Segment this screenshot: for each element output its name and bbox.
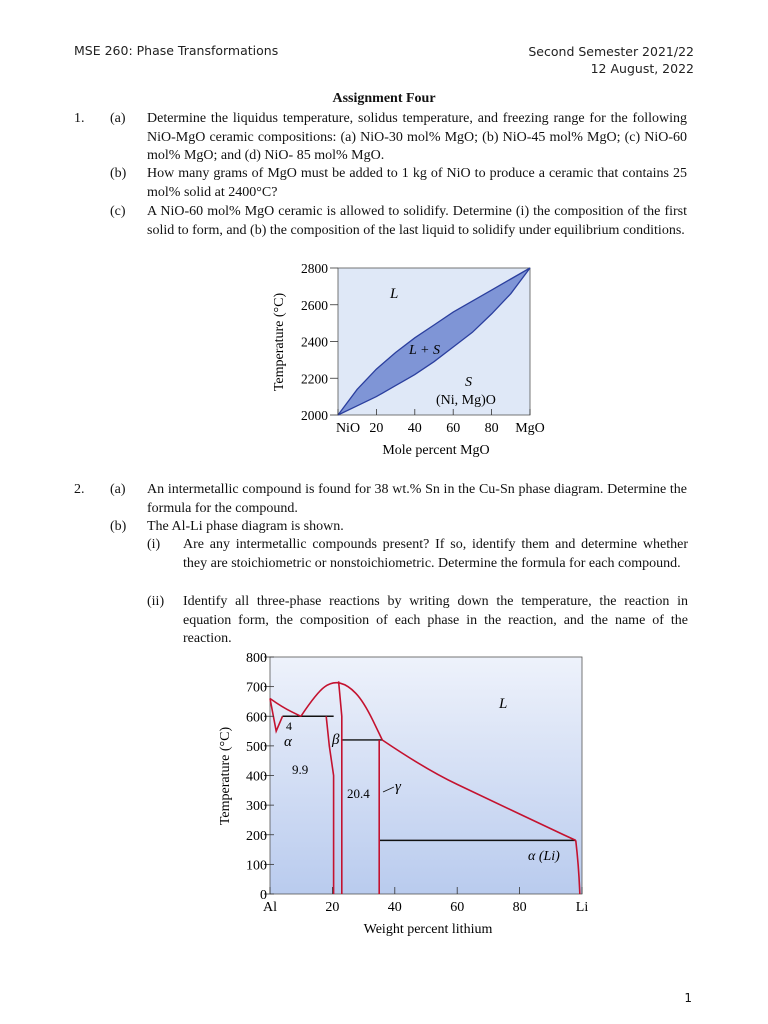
chart1-xlabel: Mole percent MgO bbox=[382, 443, 490, 458]
chart2-xtick-label-80: 80 bbox=[512, 900, 527, 915]
chart1-label-liquid: L bbox=[390, 286, 399, 302]
chart1-label-two-phase: L + S bbox=[409, 343, 440, 358]
q2bii-label: (ii) bbox=[147, 594, 165, 609]
chart2-annot-4: 4 bbox=[286, 719, 292, 733]
chart2-ytick-label-500: 500 bbox=[246, 739, 267, 755]
chart1-ytick-label-2400: 2400 bbox=[301, 334, 328, 350]
q2bi-label: (i) bbox=[147, 537, 161, 552]
chart2-ytick-label-600: 600 bbox=[246, 710, 267, 726]
q1c-text: A NiO-60 mol% MgO ceramic is allowed to solidify. Determine (i) the composition of the first solid to form, and (b) the composition of the last liquid to solidify under equilibrium conditions. bbox=[147, 204, 687, 238]
q2bi-text: Are any intermetallic compounds present? If so, identify them and determine whether they are stoichiometric or nonstoichiometric. Determine the formula for each compound. bbox=[183, 537, 688, 571]
chart1-xtick-label-40: 40 bbox=[407, 421, 422, 436]
chart1-ytick-label-2200: 2200 bbox=[301, 371, 328, 387]
q2-number: 2. bbox=[74, 482, 85, 497]
al-li-chart bbox=[210, 648, 610, 940]
chart1-ylabel: Temperature (°C) bbox=[272, 292, 287, 392]
chart1-xtick-label-80: 80 bbox=[484, 421, 499, 436]
q2bii-text: Identify all three-phase reactions by writing down the temperature, the reaction in equation form, the composition of each phase in the reaction, and the name of the reaction. bbox=[183, 594, 688, 646]
nio-mgo-chart bbox=[262, 258, 562, 460]
chart1-ytick-label-2600: 2600 bbox=[301, 297, 328, 313]
q2a-text: An intermetallic compound is found for 38 wt.% Sn in the Cu-Sn phase diagram. Determine the formula for the compound. bbox=[147, 482, 687, 516]
chart1-xtick-label-60: 60 bbox=[446, 421, 461, 436]
chart1-xtick-label-20: 20 bbox=[369, 421, 384, 436]
chart2-annot-liquid: L bbox=[499, 696, 508, 712]
q2a-label: (a) bbox=[110, 482, 126, 497]
q1b-text: How many grams of MgO must be added to 1 kg of NiO to produce a ceramic that contains 25 mol% solid at 2400°C? bbox=[147, 166, 687, 200]
chart2-xtick-label-0: Al bbox=[263, 900, 277, 915]
page-number: 1 bbox=[684, 991, 692, 1005]
chart2-ylabel: Temperature (°C) bbox=[218, 726, 233, 826]
q1a-text: Determine the liquidus temperature, solidus temperature, and freezing range for the following NiO-MgO ceramic compositions: (a) NiO-30 mol% MgO; (b) NiO-45 mol% MgO; (c) NiO-60 mol% MgO; and (d) NiO- 85 mol% MgO. bbox=[147, 111, 687, 163]
q1b-label: (b) bbox=[110, 166, 127, 181]
chart2-ytick-label-0: 0 bbox=[260, 888, 267, 903]
header-right bbox=[528, 43, 694, 77]
chart1-xtick-label-0: NiO bbox=[335, 421, 361, 436]
course-title: MSE 260: Phase Transformations bbox=[74, 43, 279, 58]
chart2-annot-20-4: 20.4 bbox=[347, 786, 370, 801]
chart2-annot-gamma: γ bbox=[395, 779, 401, 795]
chart2-xtick-label-60: 60 bbox=[450, 900, 465, 915]
chart2-xtick-label-20: 20 bbox=[325, 900, 340, 915]
chart2-ytick-label-100: 100 bbox=[246, 858, 267, 874]
chart2-ytick-label-800: 800 bbox=[246, 651, 267, 666]
chart2-ytick-label-300: 300 bbox=[246, 799, 267, 815]
semester: Second Semester 2021/22 bbox=[528, 44, 694, 59]
q2b-label: (b) bbox=[110, 519, 127, 534]
chart1-label-solid: S bbox=[465, 375, 472, 390]
q1c-label: (c) bbox=[110, 204, 126, 219]
chart2-annot-alpha-li: α (Li) bbox=[528, 849, 560, 864]
chart1-ytick-label-2800: 2800 bbox=[301, 261, 328, 276]
chart2-xtick-label-100: Li bbox=[575, 900, 589, 915]
chart2-xtick-label-40: 40 bbox=[387, 900, 402, 915]
chart1-ytick-label-2000: 2000 bbox=[301, 408, 328, 423]
q1-number: 1. bbox=[74, 111, 85, 126]
chart2-ytick-label-400: 400 bbox=[246, 769, 267, 785]
chart2-ytick-label-700: 700 bbox=[246, 680, 267, 696]
q2b-text: The Al-Li phase diagram is shown. bbox=[147, 519, 344, 534]
q1a-label: (a) bbox=[110, 111, 126, 126]
chart2-annot-alpha: α bbox=[284, 734, 292, 750]
chart1-xtick-label-100: MgO bbox=[515, 421, 545, 436]
chart1-label-solid-name: (Ni, Mg)O bbox=[436, 393, 496, 408]
chart2-annot-9-9: 9.9 bbox=[292, 762, 309, 777]
chart2-annot-beta: β bbox=[332, 732, 340, 748]
date: 12 August, 2022 bbox=[590, 61, 694, 76]
chart2-xlabel: Weight percent lithium bbox=[363, 922, 493, 937]
assignment-title: Assignment Four bbox=[332, 91, 436, 106]
chart2-ytick-label-200: 200 bbox=[246, 828, 267, 844]
